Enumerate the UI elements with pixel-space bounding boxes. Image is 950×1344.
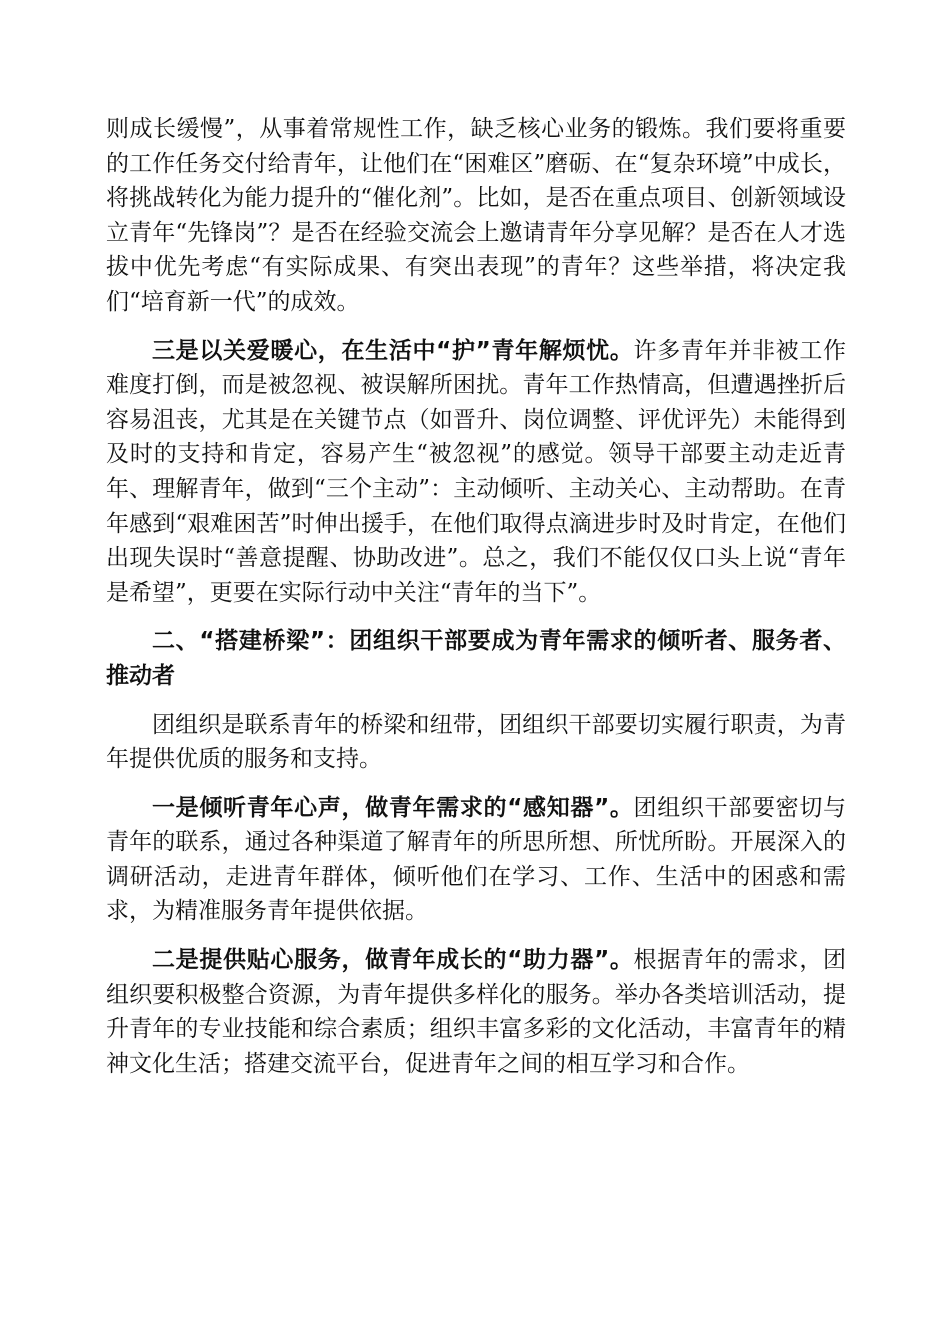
paragraph-text: 许多青年并非被工作难度打倒，而是被忽视、被误解所困扰。青年工作热情高，但遭遇挫折后容易沮丧，尤其是在关键节点（如晋升、岗位调整、评优评先）未能得到及时的支持和肯定，容易产生“被忽视”的感觉。领导干部要主动走近青年、理解青年，做到“三个主动”：主动倾听、主动关心、主动帮助。在青年感到“艰难困苦”时伸出援手，在他们取得点滴进步时及时肯定，在他们出现失误时“善意提醒、协助改进”。总之，我们不能仅仅口头上说“青年是希望”，更要在实际行动中关注“青年的当下”。	[106, 337, 846, 606]
paragraph-text: 则成长缓慢”，从事着常规性工作，缺乏核心业务的锻炼。我们要将重要的工作任务交付给青年，让他们在“困难区”磨砺、在“复杂环境”中成长，将挑战转化为能力提升的“催化剂”。比如，是否在重点项目、创新领域设立青年“先锋岗”？是否在经验交流会上邀请青年分享见解？是否在人才选拔中优先考虑“有实际成果、有突出表现”的青年？这些举措，将决定我们“培育新一代”的成效。	[106, 116, 846, 315]
paragraph-lead-heading: 二是提供贴心服务，做青年成长的“助力器”。	[152, 947, 634, 974]
paragraph-listen-youth	[106, 791, 846, 929]
section-heading-bridge: 二、“搭建桥梁”：团组织干部要成为青年需求的倾听者、服务者、推动者	[106, 628, 846, 689]
paragraph-lead-heading: 三是以关爱暖心，在生活中“护”青年解烦忧。	[152, 337, 634, 364]
paragraph-service-youth	[106, 943, 846, 1081]
paragraph-intro-bridge	[106, 708, 846, 777]
paragraph-continuation	[106, 112, 846, 320]
document-page	[106, 112, 846, 1081]
paragraph-care-youth	[106, 334, 846, 611]
paragraph-text: 团组织是联系青年的桥梁和纽带，团组织干部要切实履行职责，为青年提供优质的服务和支持。	[106, 711, 846, 773]
paragraph-text: 根据青年的需求，团组织要积极整合资源，为青年提供多样化的服务。举办各类培训活动，提升青年的专业技能和综合素质；组织丰富多彩的文化活动，丰富青年的精神文化生活；搭建交流平台，促进青年之间的相互学习和合作。	[106, 947, 846, 1077]
paragraph-lead-heading: 一是倾听青年心声，做青年需求的“感知器”。	[152, 794, 634, 821]
paragraph-text: 团组织干部要密切与青年的联系，通过各种渠道了解青年的所思所想、所忧所盼。开展深入的调研活动，走进青年群体，倾听他们在学习、工作、生活中的困惑和需求，为精准服务青年提供依据。	[106, 794, 846, 925]
